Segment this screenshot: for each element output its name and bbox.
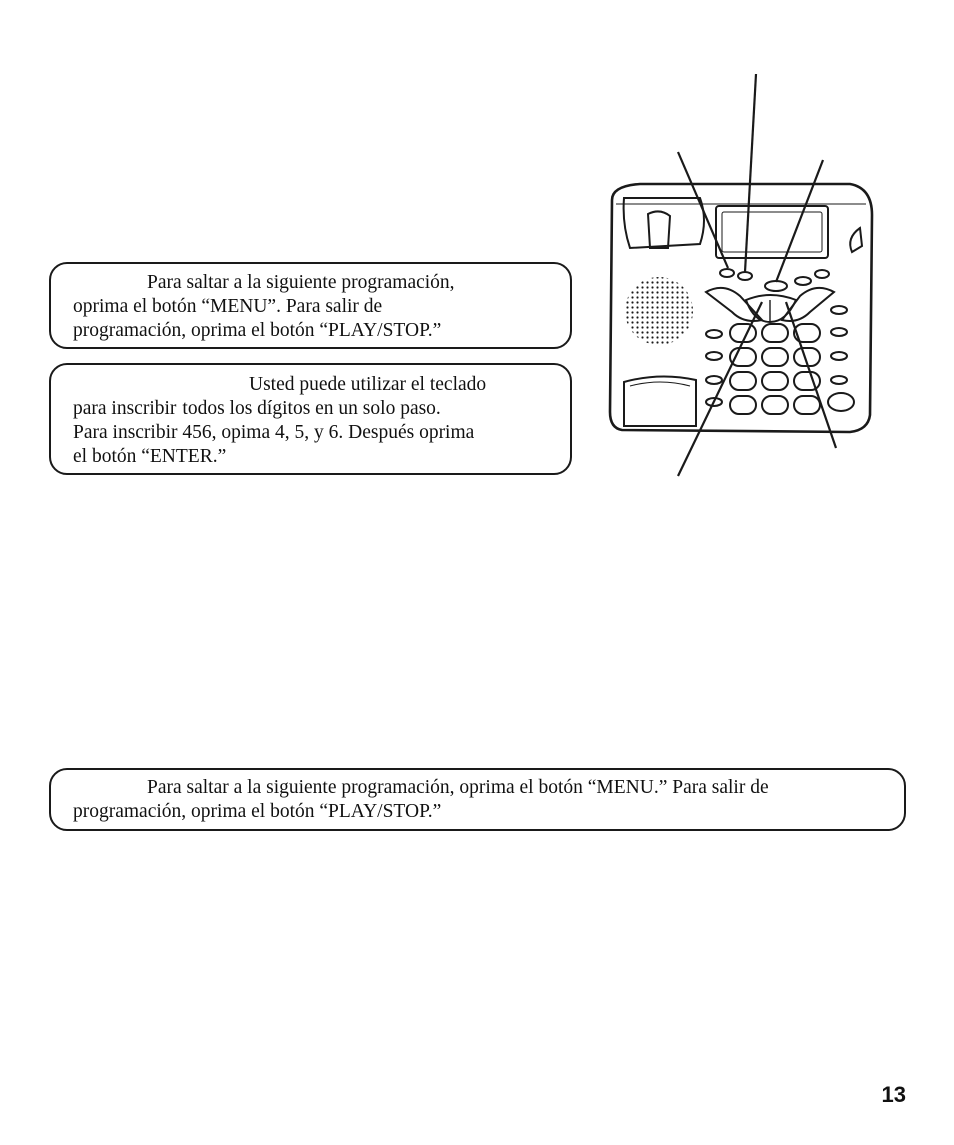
note-line: el botón “ENTER.” xyxy=(73,446,227,467)
note-box-keypad-entry xyxy=(49,363,572,475)
note-line: oprima el botón “MENU”. Para salir de xyxy=(73,296,383,317)
note-line: Para inscribir 456, opima 4, 5, y 6. Después oprima xyxy=(73,422,475,443)
note-line: para inscribir todos los dígitos en un solo paso. xyxy=(73,398,441,419)
note-line: Para saltar a la siguiente programación, oprima el botón “MENU.” Para salir de xyxy=(147,777,769,798)
note-box-menu-skip xyxy=(49,262,572,349)
page-number: 13 xyxy=(881,1082,906,1107)
note-line: programación, oprima el botón “PLAY/STOP.” xyxy=(73,801,442,822)
note-line: Para saltar a la siguiente programación, xyxy=(147,272,455,293)
note-line: programación, oprima el botón “PLAY/STOP.” xyxy=(73,320,442,341)
note-line: Usted puede utilizar el teclado xyxy=(249,374,487,395)
note-box-menu-skip-wide xyxy=(49,768,906,831)
telephone-base-icon xyxy=(600,70,880,480)
